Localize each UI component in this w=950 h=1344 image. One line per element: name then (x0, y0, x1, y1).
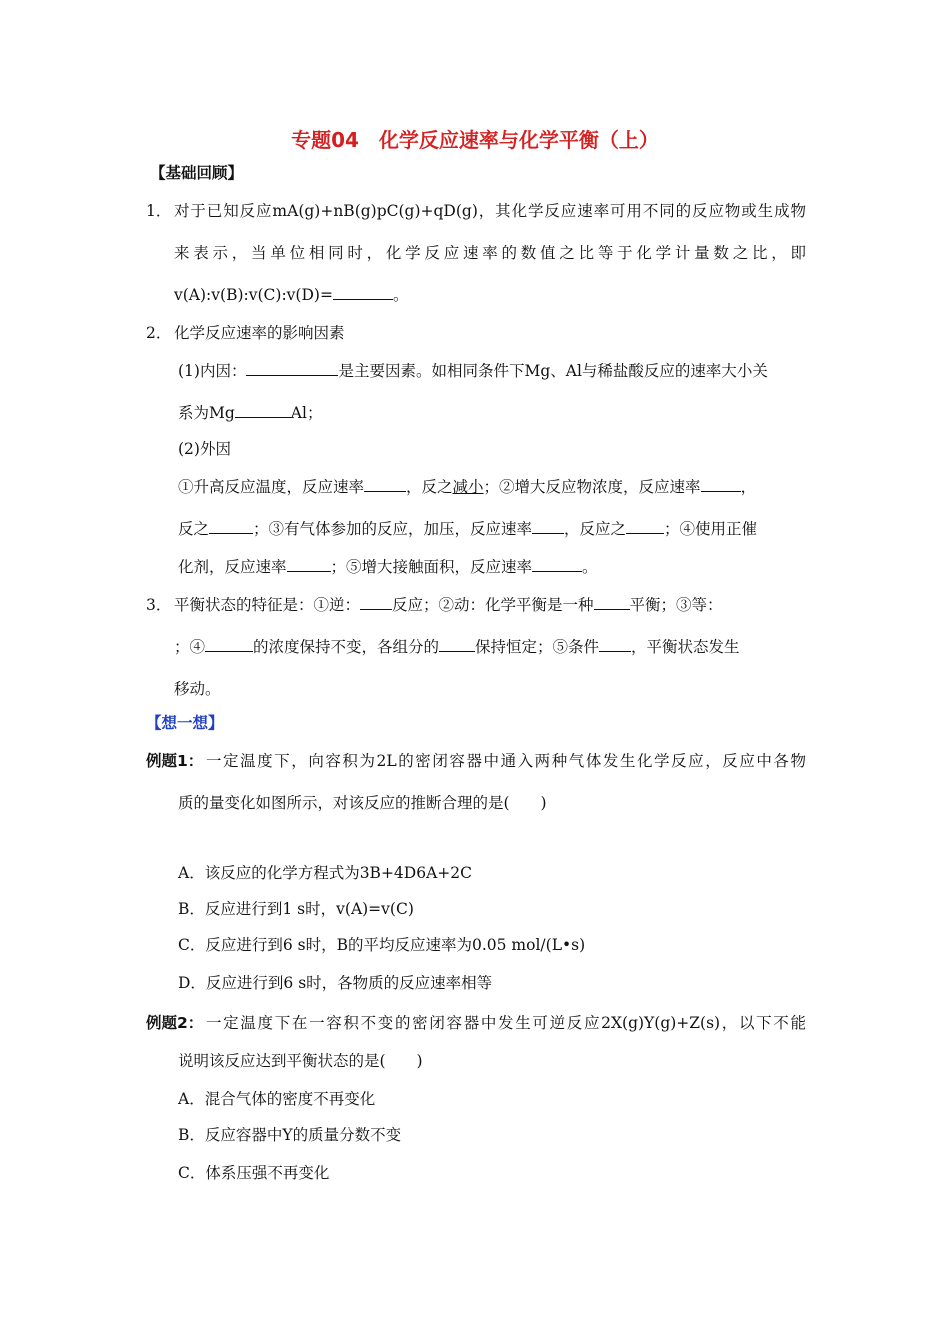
q2-outer-cause: (2)外因 (178, 440, 231, 458)
page-title: 专题04 化学反应速率与化学平衡（上） (291, 128, 659, 152)
answer-blank[interactable] (626, 518, 664, 534)
answer-blank[interactable] (235, 402, 291, 418)
q2-outer-line-3: 化剂，反应速率 ；⑤增大接触面积，反应速率 。 (178, 558, 598, 576)
q3-number: 3． (146, 596, 172, 614)
answer-blank[interactable] (599, 636, 631, 652)
example-1-label: 例题1： (146, 752, 204, 770)
q3-line-1: 平衡状态的特征是：①逆： 反应；②动：化学平衡是一种 平衡；③等： (174, 596, 723, 614)
q1-line-1: 对于已知反应mA(g)+nB(g)pC(g)+qD(g)，其化学反应速率可用不同的反应物或生成物 (174, 202, 806, 220)
example-1-line-1: 一定温度下，向容积为2L的密闭容器中通入两种气体发生化学反应，反应中各物 (206, 752, 806, 770)
q1-line-2: 来表示，当单位相同时，化学反应速率的数值之比等于化学计量数之比，即 (174, 244, 806, 262)
example-2-option-b[interactable]: B．反应容器中Y的质量分数不变 (178, 1126, 402, 1144)
answer-blank[interactable] (594, 594, 630, 610)
section-heading-review: 【基础回顾】 (150, 164, 244, 182)
answer-blank[interactable] (701, 476, 741, 492)
q2-outer-line-1: ①升高反应温度，反应速率 ，反之减小；②增大反应物浓度，反应速率 ， (178, 478, 757, 496)
answer-blank[interactable] (364, 476, 406, 492)
example-1-option-c[interactable]: C．反应进行到6 s时，B的平均反应速率为0.05 mol/(L•s) (178, 936, 586, 954)
example-1-option-b[interactable]: B．反应进行到1 s时，v(A)=v(C) (178, 900, 414, 918)
q2-outer-line-2: 反之 ；③有气体参加的反应，加压，反应速率 ，反应之 ；④使用正催 (178, 520, 758, 538)
q2-inner-cause-2: 系为Mg Al； (178, 404, 323, 422)
example-1-option-a[interactable]: A．该反应的化学方程式为3B+4D6A+2C (178, 864, 472, 882)
q1-number: 1． (146, 202, 172, 220)
example-2-line-2: 说明该反应达到平衡状态的是( ) (178, 1052, 423, 1070)
q3-line-3: 移动。 (174, 680, 221, 698)
q1-line-3: v(A):v(B):v(C):v(D)= 。 (174, 286, 409, 304)
q2-number: 2． (146, 324, 172, 342)
q2-heading: 化学反应速率的影响因素 (174, 324, 345, 342)
answer-blank[interactable] (532, 518, 564, 534)
answer-blank[interactable] (360, 594, 392, 610)
example-2-label: 例题2： (146, 1014, 204, 1032)
example-1-line-2: 质的量变化如图所示，对该反应的推断合理的是( ) (178, 794, 547, 812)
answer-blank[interactable] (246, 360, 338, 376)
example-2-line-1: 一定温度下在一容积不变的密闭容器中发生可逆反应2X(g)Y(g)+Z(s)，以下不能 (206, 1014, 806, 1032)
example-2-option-a[interactable]: A．混合气体的密度不再变化 (178, 1090, 376, 1108)
answer-blank[interactable] (287, 556, 331, 572)
example-1-option-d[interactable]: D．反应进行到6 s时，各物质的反应速率相等 (178, 974, 493, 992)
answer-blank[interactable] (205, 636, 253, 652)
answer-blank[interactable] (439, 636, 475, 652)
answer-blank[interactable] (532, 556, 582, 572)
q2-inner-cause: (1)内因： 是主要因素。如相同条件下Mg、Al与稀盐酸反应的速率大小关 (178, 362, 768, 380)
example-2-option-c[interactable]: C．体系压强不再变化 (178, 1164, 330, 1182)
section-heading-think: 【想一想】 (146, 714, 224, 732)
answer-blank[interactable] (333, 284, 393, 300)
answer-blank[interactable] (209, 518, 253, 534)
q3-line-2: ；④ 的浓度保持不变，各组分的 保持恒定；⑤条件 ，平衡状态发生 (174, 638, 740, 656)
